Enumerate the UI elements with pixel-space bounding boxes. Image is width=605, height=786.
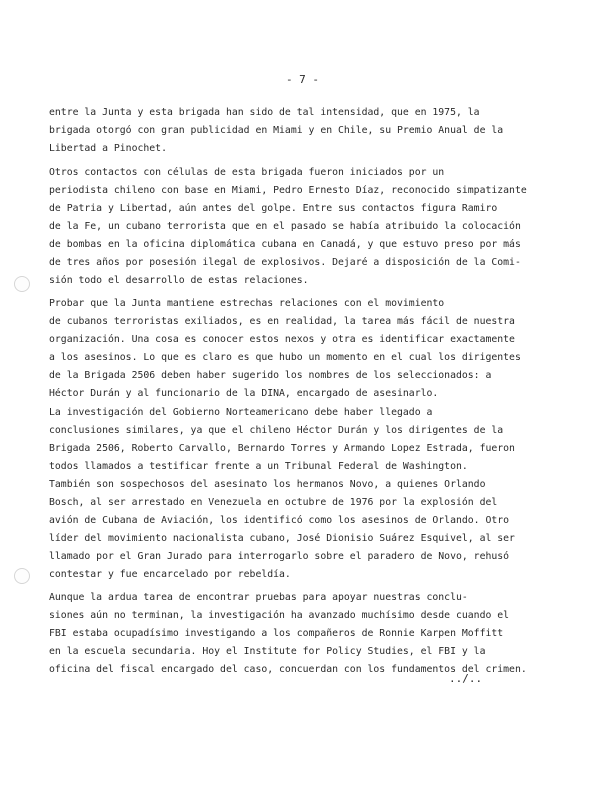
text-line: siones aún no terminan, la investigación ha avanzado muchísimo desde cuando el [49,610,510,621]
text-line: Bosch, al ser arrestado en Venezuela en octubre de 1976 por la explosión del [49,497,498,508]
text-line: entre la Junta y esta brigada han sido de tal intensidad, que en 1975, la [49,107,480,118]
text-line: organización. Una cosa es conocer estos nexos y otra es identificar exactamente [49,334,515,345]
text-line: Probar que la Junta mantiene estrechas relaciones con el movimiento [49,298,445,309]
text-line: FBI estaba ocupadísimo investigando a los compañeros de Ronnie Karpen Moffitt [49,628,504,639]
text-line: Libertad a Pinochet. [49,143,167,154]
continuation-marker: ../.. [449,672,483,685]
text-line: brigada otorgó con gran publicidad en Miami y en Chile, su Premio Anual de la [49,125,504,136]
text-line: avión de Cubana de Aviación, los identificó como los asesinos de Orlando. Otro [49,515,510,526]
text-line: oficina del fiscal encargado del caso, concuerdan con los fundamentos del crimen. [49,664,527,675]
text-line: de Patria y Libertad, aún antes del golpe. Entre sus contactos figura Ramiro [49,203,498,214]
text-line: de la Fe, un cubano terrorista que en el pasado se había atribuido la colocación [49,221,521,232]
punch-hole-bottom [14,568,30,584]
page-number: - 7 - [285,73,320,86]
text-line: de tres años por posesión ilegal de explosivos. Dejaré a disposición de la Comi- [49,257,521,268]
text-line: de cubanos terroristas exiliados, es en realidad, la tarea más fácil de nuestra [49,316,515,327]
text-line: Aunque la ardua tarea de encontrar pruebas para apoyar nuestras conclu- [49,592,468,603]
text-line: La investigación del Gobierno Norteamericano debe haber llegado a [49,407,433,418]
text-line: todos llamados a testificar frente a un Tribunal Federal de Washington. [49,461,468,472]
text-line: conclusiones similares, ya que el chileno Héctor Durán y los dirigentes de la [49,425,504,436]
text-line: llamado por el Gran Jurado para interrogarlo sobre el paradero de Novo, rehusó [49,551,510,562]
text-line: de bombas en la oficina diplomática cubana en Canadá, y que estuvo preso por más [49,239,521,250]
text-line: Héctor Durán y al funcionario de la DINA, encargado de asesinarlo. [49,388,439,399]
text-line: sión todo el desarrollo de estas relaciones. [49,275,309,286]
punch-hole-top [14,276,30,292]
text-line: Brigada 2506, Roberto Carvallo, Bernardo Torres y Armando Lopez Estrada, fueron [49,443,515,454]
text-line: en la escuela secundaria. Hoy el Institute for Policy Studies, el FBI y la [49,646,486,657]
text-line: periodista chileno con base en Miami, Pedro Ernesto Díaz, reconocido simpatizante [49,185,527,196]
text-line: contestar y fue encarcelado por rebeldía. [49,569,291,580]
text-line: a los asesinos. Lo que es claro es que hubo un momento en el cual los dirigentes [49,352,521,363]
text-line: También son sospechosos del asesinato los hermanos Novo, a quienes Orlando [49,479,486,490]
text-line: de la Brigada 2506 deben haber sugerido los nombres de los seleccionados: a [49,370,492,381]
text-line: líder del movimiento nacionalista cubano, José Dionisio Suárez Esquivel, al ser [49,533,515,544]
text-line: Otros contactos con células de esta brigada fueron iniciados por un [49,167,445,178]
